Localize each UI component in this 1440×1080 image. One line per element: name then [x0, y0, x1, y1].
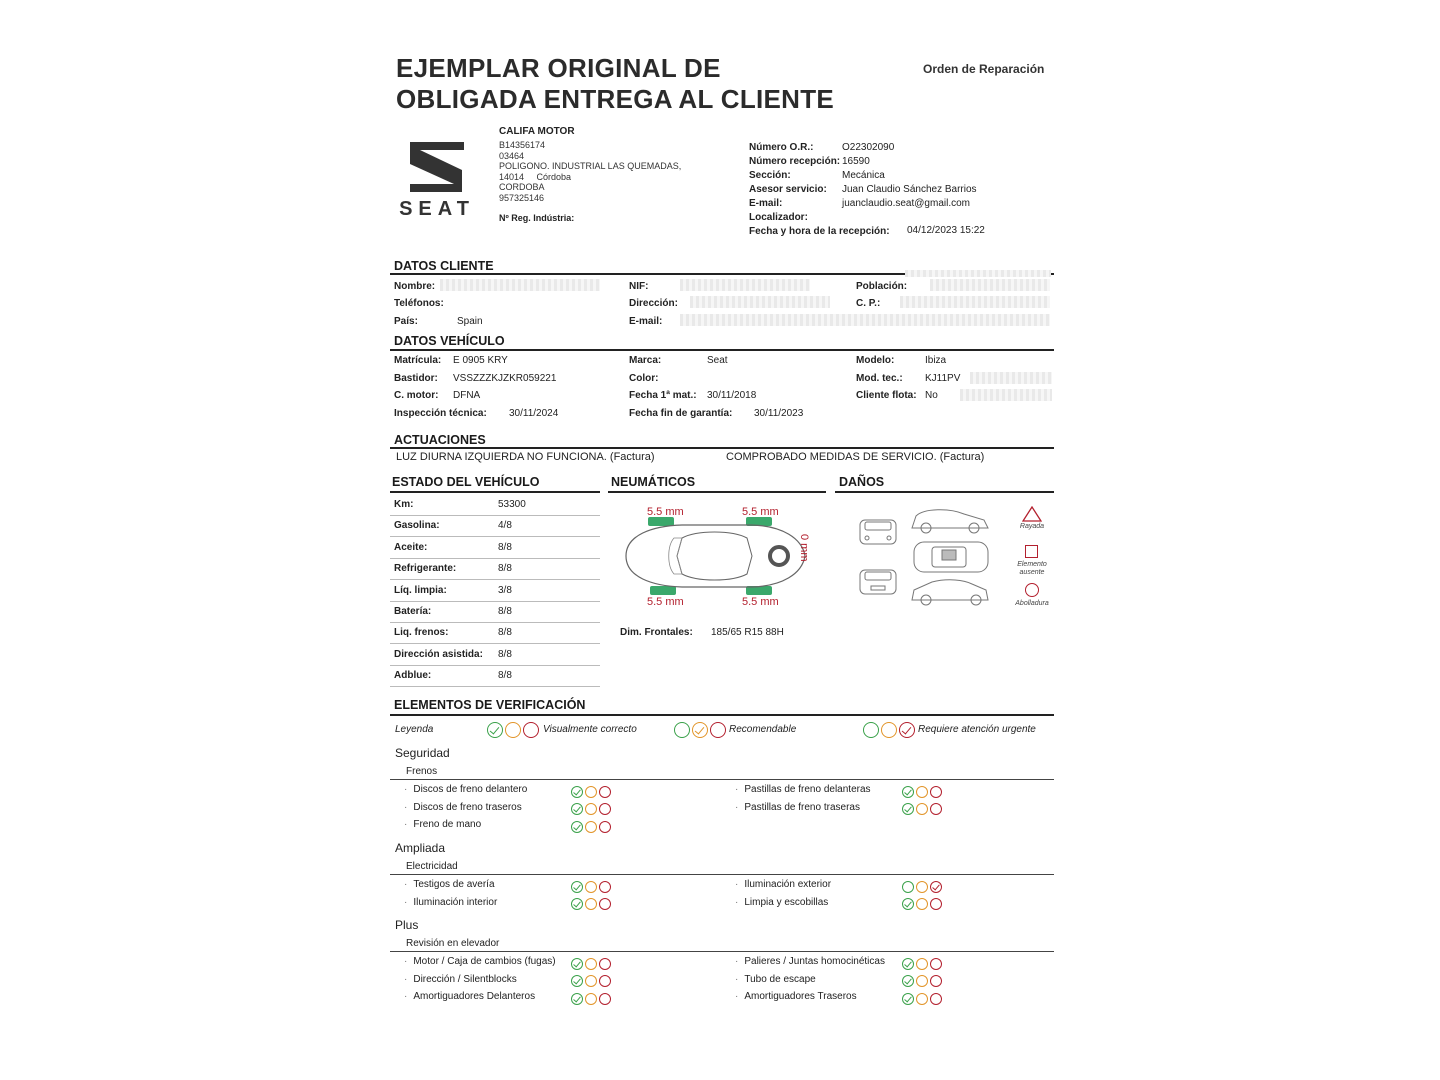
bullet: ·: [735, 973, 739, 985]
recepcion-label: Número recepción:: [749, 156, 841, 167]
tyre-front-left: [648, 517, 674, 526]
check-item-label: Pastillas de freno delanteras: [744, 784, 871, 795]
fecha-recepcion-label: Fecha y hora de la recepción:: [749, 226, 890, 237]
legend-ausente-line2: ausente: [1019, 569, 1045, 576]
group-title: Seguridad: [395, 746, 450, 760]
green-check-icon: [902, 898, 914, 910]
marca-label: Marca:: [629, 355, 662, 366]
green-check-icon: [571, 786, 583, 798]
section-title-actuaciones: ACTUACIONES: [394, 433, 486, 447]
section-title-neumaticos: NEUMÁTICOS: [611, 475, 696, 489]
orange-circle-icon: [916, 786, 928, 798]
nif-label: NIF:: [629, 281, 649, 292]
check-item-label: Iluminación interior: [413, 896, 498, 908]
red-circle-icon: [599, 958, 611, 970]
green-check-icon: [902, 786, 914, 798]
orange-circle-icon: [585, 993, 597, 1005]
group-subtitle: Frenos: [406, 766, 438, 777]
check-item: [404, 879, 495, 890]
car-top-view: [914, 542, 988, 572]
group-subtitle: Electricidad: [406, 861, 458, 872]
legend-urg-icons: [863, 721, 917, 739]
tyre-rear-left: [650, 586, 676, 595]
check-item: [404, 897, 497, 908]
garantia-value: 30/11/2023: [754, 408, 804, 419]
status-icons: [571, 896, 613, 913]
estado-label: Líq. limpia:: [394, 584, 447, 596]
status-icons: [571, 973, 613, 990]
legend-ok-text: Visualmente correcto: [543, 724, 637, 735]
check-item-status: [902, 896, 944, 914]
estado-value: 4/8: [498, 520, 512, 532]
matricula-value: E 0905 KRY: [453, 355, 508, 366]
divider: [835, 491, 1054, 493]
cp-label: C. P.:: [856, 298, 881, 309]
divider: [390, 779, 1054, 780]
spare-wheel-icon: [770, 547, 788, 565]
check-item-label: Discos de freno delantero: [413, 784, 528, 795]
red-circle-icon: [930, 975, 942, 987]
cmotor-label: C. motor:: [394, 390, 439, 401]
nombre-label: Nombre:: [394, 281, 436, 292]
row-divider: [390, 515, 600, 516]
legend-ausente-line1: Elemento: [1017, 561, 1047, 568]
direccion-label: Dirección:: [629, 298, 678, 309]
redacted-area: [900, 296, 1050, 308]
bullet: ·: [735, 801, 739, 813]
bullet: ·: [404, 801, 408, 813]
orange-circle-icon: [916, 975, 928, 987]
green-check-icon: [571, 958, 583, 970]
redacted-area: [440, 279, 600, 291]
check-item-label: Motor / Caja de cambios (fugas): [413, 956, 556, 967]
fecha1-value: 30/11/2018: [707, 390, 757, 401]
divider: [390, 874, 1054, 875]
check-item: [735, 879, 831, 890]
status-icons: [571, 818, 613, 835]
check-item-label: Freno de mano: [413, 819, 482, 831]
orange-circle-icon: [916, 881, 928, 893]
check-item: [735, 974, 816, 985]
green-check-icon: [571, 898, 583, 910]
seccion-value: Mecánica: [842, 170, 885, 181]
green-circle-icon: [863, 722, 879, 738]
check-item-label: Dirección / Silentblocks: [413, 973, 517, 985]
car-rear-view: [860, 570, 896, 594]
spare-depth: 0 mm: [798, 534, 810, 562]
dent-circle-icon: [1025, 583, 1039, 597]
actuacion-item: COMPROBADO MEDIDAS DE SERVICIO. (Factura): [726, 451, 985, 463]
orange-circle-icon: [916, 803, 928, 815]
section-title-vehiculo: DATOS VEHÍCULO: [394, 334, 505, 348]
orange-circle-icon: [916, 898, 928, 910]
status-icons: [571, 878, 613, 895]
red-circle-icon: [599, 898, 611, 910]
check-item: [735, 956, 885, 967]
check-item: [404, 974, 517, 985]
garantia-label: Fecha fin de garantía:: [629, 408, 733, 419]
red-check-icon: [899, 722, 915, 738]
legend-abolladura: Abolladura: [1015, 600, 1049, 607]
check-item-label: Iluminación exterior: [744, 879, 832, 890]
green-circle-icon: [674, 722, 690, 738]
divider: [390, 447, 1054, 449]
bullet: ·: [735, 956, 739, 967]
dealer-line: CORDOBA: [499, 182, 545, 192]
check-item-status: [571, 973, 613, 991]
car-roof: [677, 532, 752, 580]
estado-label: Aceite:: [394, 541, 428, 553]
pais-value: Spain: [457, 316, 483, 327]
row-divider: [390, 536, 600, 537]
legend-rec-text: Recomendable: [729, 724, 797, 735]
legend-rec-icons: [674, 721, 728, 739]
tyre-rear-right-depth: 5.5 mm: [742, 596, 779, 608]
check-item: [735, 991, 857, 1002]
check-item: [404, 802, 522, 813]
row-divider: [390, 686, 600, 687]
itv-value: 30/11/2024: [509, 408, 559, 419]
reg-industria-label: Nº Reg. Indústria:: [499, 213, 575, 223]
check-item-status: [571, 878, 613, 896]
divider: [608, 491, 826, 493]
check-item-label: Pastillas de freno traseras: [744, 801, 860, 813]
check-item-label: Limpia y escobillas: [744, 896, 829, 908]
dim-frontales-label: Dim. Frontales:: [620, 627, 693, 638]
status-icons: [902, 990, 944, 1007]
check-item-status: [571, 783, 613, 801]
car-front-view: [860, 520, 896, 544]
status-icons: [902, 896, 944, 913]
check-item: [404, 784, 527, 795]
doc-type: Orden de Reparación: [923, 62, 1045, 76]
row-divider: [390, 558, 600, 559]
dealer-line: POLIGONO. INDUSTRIAL LAS QUEMADAS,: [499, 161, 682, 171]
estado-value: 8/8: [498, 627, 512, 639]
estado-label: Refrigerante:: [394, 563, 457, 575]
bullet: ·: [735, 991, 739, 1003]
estado-value: 8/8: [498, 670, 512, 682]
check-item-status: [902, 801, 944, 819]
redacted-area: [970, 372, 1052, 384]
status-icons: [571, 955, 613, 972]
pais-label: País:: [394, 316, 418, 327]
bullet: ·: [735, 879, 739, 890]
orange-circle-icon: [881, 722, 897, 738]
email-value: juanclaudio.seat@gmail.com: [842, 198, 970, 209]
damage-diagram: [852, 500, 1002, 612]
tyre-diagram: [612, 500, 822, 612]
orange-circle-icon: [585, 898, 597, 910]
modtec-value: KJ11PV: [925, 373, 961, 384]
row-divider: [390, 601, 600, 602]
fecha1-label: Fecha 1ª mat.:: [629, 390, 697, 401]
dealer-line: 957325146: [499, 192, 545, 203]
bullet: ·: [404, 784, 408, 795]
green-check-icon: [571, 803, 583, 815]
dealer-details: [499, 140, 681, 203]
divider: [390, 491, 600, 493]
status-icons: [902, 801, 944, 818]
localizador-label: Localizador:: [749, 212, 808, 223]
group-title: Plus: [395, 918, 419, 932]
estado-value: 8/8: [498, 606, 512, 617]
redacted-area: [680, 279, 810, 291]
telefonos-label: Teléfonos:: [394, 298, 444, 309]
estado-label: Liq. frenos:: [394, 627, 449, 639]
estado-label: Batería:: [394, 606, 432, 617]
red-circle-icon: [930, 786, 942, 798]
estado-label: Km:: [394, 499, 414, 510]
green-check-icon: [902, 803, 914, 815]
bullet: ·: [404, 879, 408, 890]
red-circle-icon: [930, 803, 942, 815]
bastidor-label: Bastidor:: [394, 373, 438, 384]
estado-value: 3/8: [498, 584, 512, 596]
modelo-value: Ibiza: [925, 355, 947, 366]
bullet: ·: [735, 896, 739, 908]
actuacion-item: LUZ DIURNA IZQUIERDA NO FUNCIONA. (Factura): [396, 451, 655, 463]
bullet: ·: [404, 973, 408, 985]
email-label: E-mail:: [749, 198, 783, 209]
dealer-line: 14014 Córdoba: [499, 171, 572, 182]
orange-circle-icon: [505, 722, 521, 738]
check-item: [735, 897, 828, 908]
modelo-label: Modelo:: [856, 355, 895, 366]
check-item-label: Discos de freno traseros: [413, 801, 522, 813]
dim-frontales-value: 185/65 R15 88H: [711, 627, 784, 638]
status-icons: [902, 783, 944, 800]
status-icons: [902, 955, 944, 972]
green-check-icon: [571, 821, 583, 833]
check-item-label: Testigos de avería: [413, 879, 495, 890]
car-outline: [626, 525, 805, 587]
row-divider: [390, 579, 600, 580]
green-circle-icon: [902, 881, 914, 893]
check-item-label: Palieres / Juntas homocinéticas: [744, 956, 885, 967]
red-circle-icon: [599, 786, 611, 798]
status-icons: [571, 783, 613, 800]
check-item: [404, 819, 481, 830]
bullet: ·: [404, 896, 408, 908]
status-icons: [902, 878, 944, 895]
asesor-value: Juan Claudio Sánchez Barrios: [842, 184, 977, 195]
bullet: ·: [404, 819, 408, 831]
marca-value: Seat: [707, 355, 728, 366]
estado-label: Gasolina:: [394, 520, 440, 532]
status-icons: [902, 973, 944, 990]
red-circle-icon: [599, 975, 611, 987]
orange-circle-icon: [585, 786, 597, 798]
numero-or-value: O22302090: [842, 142, 895, 153]
red-circle-icon: [523, 722, 539, 738]
section-title-danos: DAÑOS: [839, 475, 885, 489]
asesor-label: Asesor servicio:: [749, 184, 827, 195]
estado-value: 53300: [498, 499, 526, 510]
fecha-recepcion-value: 04/12/2023 15:22: [907, 225, 985, 236]
redacted-area: [905, 270, 1051, 277]
car-side-view-bottom: [912, 580, 988, 605]
legend-ausente: [1010, 561, 1054, 577]
green-check-icon: [571, 993, 583, 1005]
check-item-label: Amortiguadores Delanteros: [413, 991, 536, 1003]
check-item-status: [571, 801, 613, 819]
scratch-triangle-icon: [1022, 506, 1042, 522]
orange-circle-icon: [585, 958, 597, 970]
dealer-line: 03464: [499, 150, 525, 161]
orange-circle-icon: [916, 958, 928, 970]
dealer-name: CALIFA MOTOR: [499, 126, 575, 137]
red-check-icon: [930, 881, 942, 893]
email-cliente-label: E-mail:: [629, 316, 663, 327]
car-side-view-top: [912, 510, 988, 533]
divider: [390, 349, 1054, 351]
group-subtitle: Revisión en elevador: [406, 938, 500, 949]
section-title-estado: ESTADO DEL VEHÍCULO: [392, 475, 540, 489]
estado-value: 8/8: [498, 541, 512, 553]
check-item-status: [902, 955, 944, 973]
check-item: [404, 991, 535, 1002]
estado-value: 8/8: [498, 648, 512, 660]
check-item-status: [571, 990, 613, 1008]
bullet: ·: [735, 784, 739, 795]
flota-value: No: [925, 390, 938, 401]
green-check-icon: [902, 975, 914, 987]
orange-circle-icon: [585, 881, 597, 893]
green-check-icon: [902, 958, 914, 970]
modtec-label: Mod. tec.:: [856, 373, 903, 384]
tyre-front-right-depth: 5.5 mm: [742, 506, 779, 518]
bullet: ·: [404, 991, 408, 1003]
orange-check-icon: [692, 722, 708, 738]
check-item-status: [902, 973, 944, 991]
orange-circle-icon: [916, 993, 928, 1005]
status-icons: [571, 990, 613, 1007]
bullet: ·: [404, 956, 408, 967]
doc-title-line1: EJEMPLAR ORIGINAL DE: [396, 53, 721, 83]
red-circle-icon: [599, 821, 611, 833]
check-item-status: [571, 896, 613, 914]
red-circle-icon: [710, 722, 726, 738]
section-title-cliente: DATOS CLIENTE: [394, 259, 494, 273]
check-item: [735, 784, 871, 795]
matricula-label: Matrícula:: [394, 355, 442, 366]
color-label: Color:: [629, 373, 659, 384]
legend-ok-icons: [487, 721, 541, 739]
red-circle-icon: [599, 881, 611, 893]
check-item: [404, 956, 556, 967]
bastidor-value: VSSZZZKJZKR059221: [453, 373, 557, 384]
check-item-status: [902, 990, 944, 1008]
divider: [390, 951, 1054, 952]
poblacion-label: Población:: [856, 281, 908, 292]
row-divider: [390, 622, 600, 623]
cmotor-value: DFNA: [453, 390, 481, 401]
estado-label: Adblue:: [394, 670, 432, 682]
row-divider: [390, 665, 600, 666]
tyre-rear-left-depth: 5.5 mm: [647, 596, 684, 608]
check-item-status: [571, 818, 613, 836]
row-divider: [390, 643, 600, 644]
tyre-front-left-depth: 5.5 mm: [647, 506, 684, 518]
legend-label: Leyenda: [395, 724, 434, 735]
orange-circle-icon: [585, 821, 597, 833]
seat-logo: [388, 138, 486, 222]
redacted-area: [930, 279, 1050, 291]
dealer-line: B14356174: [499, 140, 546, 150]
green-check-icon: [571, 975, 583, 987]
legend-urg-text: Requiere atención urgente: [918, 724, 1036, 735]
redacted-area: [690, 296, 830, 308]
doc-title-line2: OBLIGADA ENTREGA AL CLIENTE: [396, 84, 835, 114]
orange-circle-icon: [585, 975, 597, 987]
numero-or-label: Número O.R.:: [749, 142, 814, 153]
estado-label: Dirección asistida:: [394, 648, 483, 660]
redacted-area: [680, 314, 1050, 326]
recepcion-value: 16590: [842, 156, 870, 167]
red-circle-icon: [930, 993, 942, 1005]
status-icons: [571, 801, 613, 818]
estado-value: 8/8: [498, 563, 512, 575]
check-item-label: Amortiguadores Traseros: [744, 991, 857, 1003]
red-circle-icon: [599, 993, 611, 1005]
divider: [390, 714, 1054, 716]
section-title-verificacion: ELEMENTOS DE VERIFICACIÓN: [394, 698, 586, 712]
green-check-icon: [571, 881, 583, 893]
seat-logo-text: SEAT: [399, 198, 475, 220]
check-item-status: [902, 783, 944, 801]
red-circle-icon: [599, 803, 611, 815]
check-item: [735, 802, 860, 813]
flota-label: Cliente flota:: [856, 390, 917, 401]
redacted-area: [960, 389, 1052, 401]
orange-circle-icon: [585, 803, 597, 815]
green-check-icon: [487, 722, 503, 738]
order-values: [842, 141, 977, 211]
seccion-label: Sección:: [749, 170, 791, 181]
check-item-status: [902, 878, 944, 896]
group-title: Ampliada: [395, 841, 446, 855]
missing-square-icon: [1025, 545, 1038, 558]
legend-rayada: Rayada: [1019, 523, 1045, 530]
red-circle-icon: [930, 958, 942, 970]
itv-label: Inspección técnica:: [394, 408, 487, 419]
check-item-label: Tubo de escape: [744, 973, 816, 985]
red-circle-icon: [930, 898, 942, 910]
green-check-icon: [902, 993, 914, 1005]
check-item-status: [571, 955, 613, 973]
